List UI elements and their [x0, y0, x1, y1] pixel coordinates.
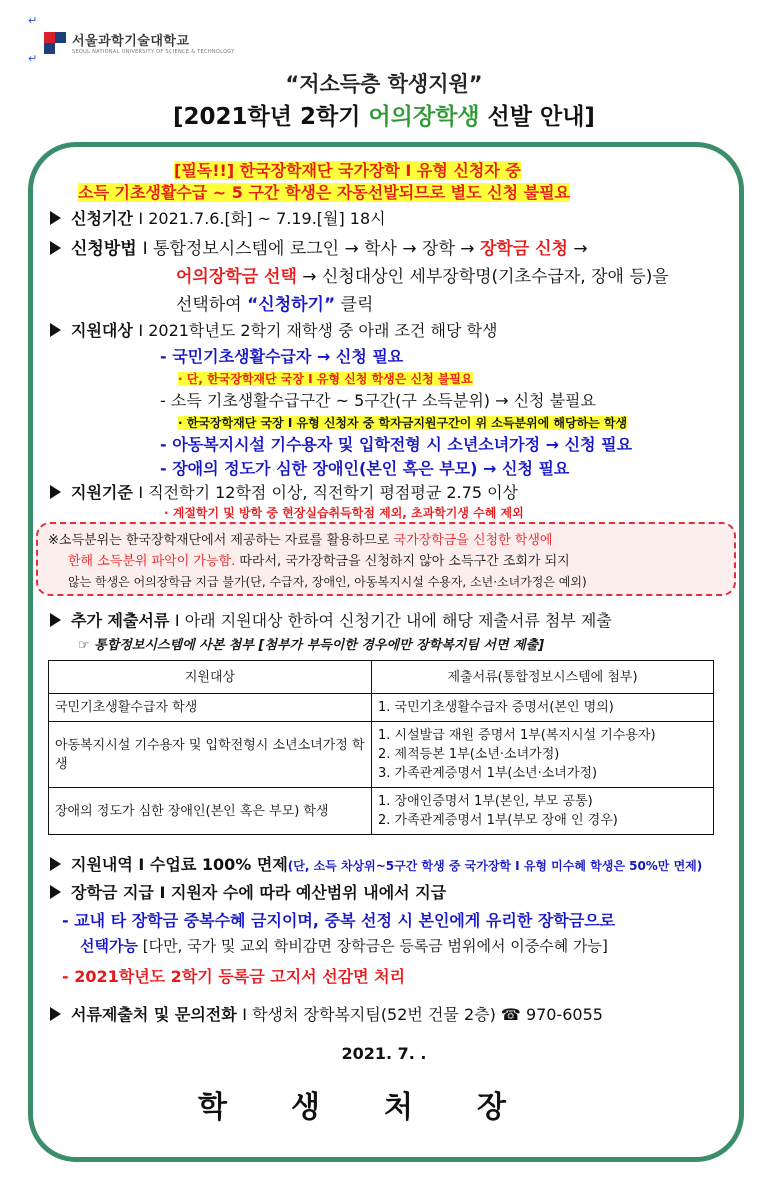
table-cell-docs: [372, 788, 714, 835]
paragraph-mark: ↵: [28, 14, 38, 27]
period-line: [50, 206, 386, 229]
payment-line: [50, 880, 446, 903]
method-text3-blue: “신청하기”: [247, 295, 336, 315]
income-notice-box: [36, 522, 736, 596]
criteria-label: 지원기준: [71, 483, 133, 502]
paragraph-mark: ↵: [28, 52, 38, 65]
issuer-signature: 학생처장: [198, 1090, 570, 1125]
notice-line1: [48, 530, 724, 551]
title-prefix: [2021학년 2학기: [173, 104, 369, 130]
docs-value: I 아래 지원대상 한하여 신청기간 내에 해당 제출서류 첨부 제출: [174, 611, 612, 630]
table-header-docs: 제출서류(통합정보시스템에 첨부): [372, 661, 714, 694]
criteria-line: [50, 480, 518, 503]
target-value: I 2021학년도 2학기 재학생 중 아래 조건 해당 학생: [138, 321, 498, 340]
support-note: (단, 소득 차상위~5구간 학생 중 국가장학 I 유형 미수혜 학생은 50%만 면제): [287, 859, 703, 873]
table-cell-target: 국민기초생활수급자 학생: [49, 694, 372, 722]
notice-line1-b: 국가장학금을 신청한 학생에: [393, 533, 553, 548]
docs-line: [50, 608, 612, 631]
document-subtitle: “저소득층 학생지원”: [285, 72, 483, 96]
bullet-triangle-icon: [50, 241, 61, 255]
title-suffix: 선발 안내]: [479, 104, 595, 130]
method-text1-red: 장학금 신청: [479, 239, 568, 259]
bullet-triangle-icon: [50, 323, 61, 337]
target-item-2-note-text: · 한국장학재단 국장 I 유형 신청자 중 학자금지원구간이 위 소득분위에 해당하는 학생: [178, 416, 628, 430]
notice-line2-b: 따라서, 국가장학금을 신청하지 않아 소득구간 조회가 되지: [235, 554, 570, 569]
criteria-note: · 계절학기 및 방학 중 현장실습취득학점 제외, 초과학기생 수혜 제외: [164, 506, 524, 520]
notice-top-line1-text: [필독!!] 한국장학재단 국가장학 I 유형 신청자 중: [174, 161, 521, 180]
table-row: [49, 722, 714, 788]
payment-note-line1: - 교내 타 장학금 중복수혜 금지이며, 중복 선정 시 본인에게 유리한 장학금으로: [62, 911, 616, 930]
notice-top-line2: [78, 180, 570, 203]
document-date: 2021. 7. .: [341, 1044, 427, 1063]
method-line2: [176, 262, 669, 287]
target-item-1: - 국민기초생활수급자 → 신청 필요: [160, 347, 404, 366]
method-text1-end: →: [567, 239, 588, 259]
doc-item: 1. 시설발급 재원 증명서 1부(복지시설 기수용자): [378, 728, 656, 743]
table-cell-target: 장애의 정도가 심한 장애인(본인 혹은 부모) 학생: [49, 788, 372, 835]
period-label: 신청기간: [71, 209, 133, 228]
doc-item: 1. 장애인증명서 1부(본인, 부모 공통): [378, 794, 593, 809]
logo-name-kr: 서울과학기술대학교: [72, 34, 190, 49]
notice-top-line2-text: 소득 기초생활수급 ~ 5 구간 학생은 자동선발되므로 별도 신청 불필요: [78, 183, 570, 202]
contact-value: I 학생처 장학복지팀(52번 건물 2층) ☎ 970-6055: [242, 1005, 603, 1024]
method-text2: → 신청대상인 세부장학명(기초수급자, 장애 등)을: [296, 267, 669, 287]
docs-sub: ☞ 통합정보시스템에 사본 첨부 [첨부가 부득이한 경우에만 장학복지팀 서면 제출]: [78, 638, 545, 653]
doc-item: 3. 가족관계증명서 1부(소년·소녀가정): [378, 766, 598, 781]
method-line3: [176, 290, 373, 315]
bullet-triangle-icon: [50, 485, 61, 499]
target-item-4: - 장애의 정도가 심한 장애인(본인 혹은 부모) → 신청 필요: [160, 459, 570, 478]
target-item-1-note: [178, 370, 473, 387]
target-line: [50, 318, 497, 341]
support-label: 지원내역: [71, 855, 133, 874]
payment-label: 장학금 지급: [71, 883, 154, 902]
method-text3: 선택하여: [176, 295, 248, 315]
target-label: 지원대상: [71, 321, 133, 340]
payment-line2-text: [다만, 국가 및 교외 학비감면 장학금은 등록금 범위에서 이중수혜 가능]: [137, 937, 608, 955]
logo-icon: [44, 32, 66, 54]
notice-line3: 않는 학생은 어의장학금 지급 불가(단, 수급자, 장애인, 아동복지시설 수용자, 소년·소녀가정은 예외): [68, 575, 587, 589]
title-highlight: 어의장학생: [368, 104, 480, 130]
bullet-triangle-icon: [50, 211, 61, 225]
method-line1: [50, 234, 588, 259]
table-cell-docs: [372, 722, 714, 788]
notice-top-line1: [174, 158, 521, 181]
bullet-triangle-icon: [50, 1007, 61, 1021]
bullet-triangle-icon: [50, 613, 61, 627]
bullet-triangle-icon: [50, 857, 61, 871]
method-label: 신청방법: [71, 239, 137, 259]
submission-table: [48, 660, 714, 835]
bullet-triangle-icon: [50, 885, 61, 899]
doc-item: 2. 제적등본 1부(소년·소녀가정): [378, 747, 560, 762]
university-logo: [44, 30, 235, 55]
method-text1: I 통합정보시스템에 로그인 → 학사 → 장학 →: [142, 239, 480, 259]
table-header-row: [49, 661, 714, 694]
doc-item: 1. 국민기초생활수급자 증명서(본인 명의): [378, 700, 614, 715]
payment-value: I 지원자 수에 따라 예산범위 내에서 지급: [159, 883, 447, 902]
method-text2-red: 어의장학금 선택: [176, 267, 297, 287]
document-title: [0, 98, 768, 131]
support-line: [50, 852, 702, 875]
logo-name-en: SEOUL NATIONAL UNIVERSITY OF SCIENCE & TECHNOLOGY: [72, 49, 235, 55]
doc-item: 2. 가족관계증명서 1부(부모 장애 인 경우): [378, 813, 618, 828]
table-row: [49, 694, 714, 722]
notice-line2-a: 한해 소득분위 파악이 가능함.: [68, 554, 236, 569]
contact-label: 서류제출처 및 문의전화: [71, 1005, 237, 1024]
target-item-3: - 아동복지시설 기수용자 및 입학전형 시 소년소녀가정 → 신청 필요: [160, 435, 633, 454]
period-value: I 2021.7.6.[화] ~ 7.19.[월] 18시: [138, 209, 386, 228]
docs-label: 추가 제출서류: [71, 611, 170, 630]
table-cell-docs: [372, 694, 714, 722]
payment-note-line3: - 2021학년도 2학기 등록금 고지서 선감면 처리: [62, 967, 406, 986]
payment-note-line2: [80, 935, 608, 956]
method-text3-end: 클릭: [335, 295, 374, 315]
payment-line2-blue: 선택가능: [80, 937, 138, 955]
table-row: [49, 788, 714, 835]
criteria-value: I 직전학기 12학점 이상, 직전학기 평점평균 2.75 이상: [138, 483, 519, 502]
target-item-1-note-text: · 단, 한국장학재단 국장 I 유형 신청 학생은 신청 불필요: [178, 372, 473, 386]
table-header-target: 지원대상: [49, 661, 372, 694]
contact-line: [50, 1002, 603, 1025]
target-item-2-note: [178, 414, 627, 431]
notice-line2: [48, 551, 724, 572]
target-item-2: - 소득 기초생활수급구간 ~ 5구간(구 소득분위) → 신청 불필요: [160, 391, 596, 410]
support-value: I 수업료 100% 면제: [138, 855, 288, 874]
notice-line1-a: ※소득분위는 한국장학재단에서 제공하는 자료를 활용하므로: [48, 533, 394, 548]
table-cell-target: 아동복지시설 기수용자 및 입학전형시 소년소녀가정 학생: [49, 722, 372, 788]
